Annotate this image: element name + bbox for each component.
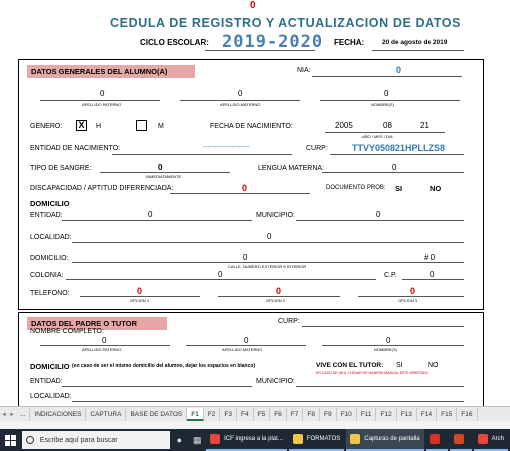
- genero-m-label: M: [158, 123, 164, 130]
- telefono-opcion-1-value[interactable]: 0: [137, 286, 143, 296]
- taskbar-app-label: FORMATOS: [306, 436, 341, 442]
- sheet-tab-f8[interactable]: F8: [303, 408, 320, 421]
- sheet-tab-indicaciones[interactable]: INDICACIONES: [30, 408, 86, 421]
- sheet-tab-f12[interactable]: F12: [376, 408, 396, 421]
- status-bar: [0, 421, 510, 429]
- sheet-tab-f13[interactable]: F13: [397, 408, 417, 421]
- sheet-tab-captura[interactable]: CAPTURA: [86, 408, 126, 421]
- tutor-entidad-label: ENTIDAD:: [30, 378, 63, 385]
- discapacidad-value[interactable]: 0: [242, 183, 248, 193]
- nombres-label: NOMBRE(S): [371, 102, 394, 107]
- curp-value[interactable]: TTVY050821HPLLZS8: [352, 143, 446, 153]
- vive-con-tutor-label: VIVE CON EL TUTOR:: [316, 362, 384, 369]
- genero-label: GENERO:: [30, 123, 63, 130]
- microphone-icon[interactable]: ●: [176, 435, 183, 445]
- sheet-tab-f16[interactable]: F16: [457, 408, 477, 421]
- cp-label: C.P.: [384, 272, 397, 279]
- genero-h-label: H: [96, 123, 102, 130]
- lengua-materna-label: LENGUA MATERNA:: [258, 165, 324, 172]
- fecha-nacimiento-sub: AÑO / MES / DIA: [362, 134, 393, 139]
- taskbar-app-2[interactable]: [346, 429, 423, 451]
- windows-start-icon[interactable]: [0, 429, 22, 451]
- domicilio-localidad-label: LOCALIDAD:: [30, 234, 72, 241]
- sheet-tab-f2[interactable]: F2: [204, 408, 221, 421]
- domicilio-numero-value[interactable]: # 0: [424, 253, 436, 262]
- sheet-tab-f5[interactable]: F5: [254, 408, 271, 421]
- telefono-opcion-2-label: OPCION 2: [266, 298, 286, 303]
- sheet-tab-f15[interactable]: F15: [437, 408, 457, 421]
- documento-prob-label: DOCUMENTO PROB:: [326, 185, 386, 191]
- apellido-paterno-value[interactable]: 0: [100, 89, 105, 98]
- search-placeholder: Escribe aquí para buscar: [39, 436, 118, 444]
- fecha-nacimiento-label: FECHA DE NACIMIENTO:: [210, 123, 293, 130]
- sheet-tab-f14[interactable]: F14: [417, 408, 437, 421]
- cp-value[interactable]: 0: [430, 270, 435, 279]
- tutor-apellido-paterno-label: APELLIDO PATERNO: [82, 347, 122, 352]
- tipo-sangre-value[interactable]: 0: [158, 163, 163, 172]
- taskbar-app-label: ICF ingresa a la plat...: [224, 436, 283, 442]
- nia-value[interactable]: 0: [396, 65, 402, 75]
- telefono-opcion-3-value[interactable]: 0: [410, 286, 416, 296]
- sheet-tab-f1[interactable]: F1: [187, 408, 204, 421]
- nombres-value[interactable]: 0: [384, 89, 389, 98]
- domicilio-municipio-label: MUNICIPIO:: [256, 212, 295, 219]
- tutor-nombre-label: NOMBRE COMPLETO:: [30, 328, 104, 335]
- fecha-label: FECHA:: [334, 38, 365, 47]
- sheet-tab-f11[interactable]: F11: [357, 408, 377, 421]
- sheet-tab-base-de-datos[interactable]: BASE DE DATOS: [126, 408, 187, 421]
- nia-label: NIA:: [297, 67, 311, 74]
- sheet-tab-f3[interactable]: F3: [220, 408, 237, 421]
- tutor-apellido-materno-label: APELLIDO MATERNO: [222, 347, 263, 352]
- sheet-tab-f9[interactable]: F9: [320, 408, 337, 421]
- fecha-value[interactable]: 20 de agosto de 2019: [382, 39, 448, 46]
- app-icon: [210, 434, 220, 444]
- curp-label: CURP:: [306, 145, 328, 152]
- sheet-tab-f7[interactable]: F7: [287, 408, 304, 421]
- telefono-label: TELEFONO:: [30, 290, 70, 297]
- documento-prob-no[interactable]: NO: [430, 184, 442, 193]
- tipo-sangre-sub: INMEDIATAMENTE: [146, 174, 182, 179]
- taskbar-app-5[interactable]: [474, 429, 508, 451]
- sheet-tab-bar: [0, 406, 510, 421]
- domicilio-entidad-label: ENTIDAD:: [30, 212, 63, 219]
- discapacidad-label: DISCAPACIDAD / APTITUD DIFERENCIADA:: [30, 185, 174, 192]
- documento-prob-si[interactable]: SI: [395, 184, 403, 193]
- page-title: CEDULA DE REGISTRO Y ACTUALIZACION DE DATOS: [110, 16, 462, 30]
- tutor-domicilio-note: (en caso de ser el mismo domicilio del alumno, dejar los espacios en blanco): [72, 363, 256, 369]
- taskbar-app-3[interactable]: [426, 429, 448, 451]
- apellido-materno-value[interactable]: 0: [238, 89, 243, 98]
- tutor-apellido-materno-value[interactable]: 0: [244, 336, 249, 345]
- vive-con-tutor-note: EN CASO DE (NO), LLENAR DE MANERA MANUAL ESTE APARTADO: [316, 371, 429, 375]
- domicilio-entidad-value[interactable]: 0: [148, 210, 153, 219]
- domicilio-title: DOMICILIO: [30, 199, 70, 208]
- sheet-tab-f6[interactable]: F6: [270, 408, 287, 421]
- app-icon: [350, 434, 360, 444]
- taskbar: [0, 429, 510, 451]
- fecha-nacimiento-day[interactable]: 21: [420, 121, 429, 130]
- taskbar-app-1[interactable]: [289, 429, 344, 451]
- tutor-nombres-label: NOMBRE(S): [374, 347, 397, 352]
- ciclo-value[interactable]: 2019-2020: [222, 32, 324, 52]
- task-view-icon[interactable]: ▦: [192, 434, 202, 445]
- search-icon: [26, 436, 34, 444]
- domicilio-municipio-value[interactable]: 0: [376, 210, 381, 219]
- tab-scroll-right[interactable]: ▸: [10, 411, 14, 418]
- app-icon: [430, 434, 440, 444]
- top-zero: 0: [250, 0, 256, 11]
- app-icon: [293, 434, 303, 444]
- taskbar-app-0[interactable]: [206, 429, 287, 451]
- app-icon: [454, 434, 464, 444]
- domicilio-calle-label: DOMICILIO:: [30, 255, 69, 262]
- colonia-label: COLONIA:: [30, 272, 64, 279]
- telefono-opcion-2-value[interactable]: 0: [276, 286, 282, 296]
- tipo-sangre-label: TIPO DE SANGRE:: [30, 165, 92, 172]
- ciclo-label: CICLO ESCOLAR:: [140, 38, 209, 47]
- apellido-materno-label: APELLIDO MATERNO: [220, 102, 261, 107]
- tutor-localidad-label: LOCALIDAD:: [30, 393, 72, 400]
- tutor-curp-label: CURP:: [278, 318, 300, 325]
- telefono-opcion-3-label: OPCION 3: [398, 298, 418, 303]
- tutor-section-title: DATOS DEL PADRE O TUTOR: [27, 317, 167, 330]
- app-icon: [478, 434, 488, 444]
- taskbar-app-4[interactable]: [450, 429, 472, 451]
- fecha-nacimiento-year[interactable]: 2005: [335, 121, 353, 130]
- telefono-opcion-1-label: OPCION 1: [130, 298, 150, 303]
- vive-con-tutor-no[interactable]: NO: [428, 362, 439, 369]
- tutor-nombres-value[interactable]: 0: [386, 336, 391, 345]
- domicilio-localidad-value[interactable]: 0: [267, 232, 272, 241]
- tab-scroll-left[interactable]: ◂: [2, 411, 6, 418]
- taskbar-app-label: Arch: [491, 436, 504, 442]
- genero-h-checkbox[interactable]: X: [76, 120, 87, 131]
- sheet-tab-f10[interactable]: F10: [337, 408, 357, 421]
- alumno-section-title: DATOS GENERALES DEL ALUMNO(A): [27, 65, 195, 78]
- lengua-materna-value[interactable]: 0: [392, 163, 397, 172]
- fecha-nacimiento-month[interactable]: 08: [383, 121, 392, 130]
- taskbar-app-label: Capturas de pantalla: [364, 436, 420, 442]
- sheet-tab-f4[interactable]: F4: [237, 408, 254, 421]
- genero-m-checkbox[interactable]: [136, 120, 147, 131]
- tab-ellipsis[interactable]: ...: [16, 408, 30, 421]
- taskbar-search-input[interactable]: [22, 431, 171, 449]
- tutor-domicilio-label: DOMICILIO: [30, 362, 70, 371]
- colonia-value[interactable]: 0: [218, 270, 223, 279]
- tutor-apellido-paterno-value[interactable]: 0: [102, 336, 107, 345]
- apellido-paterno-label: APELLIDO PATERNO: [82, 102, 122, 107]
- vive-con-tutor-si[interactable]: SI: [396, 362, 403, 369]
- entidad-nacimiento-value[interactable]: --------------------: [203, 144, 250, 151]
- tutor-municipio-label: MUNICIPIO:: [256, 378, 295, 385]
- entidad-nacimiento-label: ENTIDAD DE NACIMIENTO:: [30, 145, 121, 152]
- domicilio-calle-sub: CALLE, NUMERO EXTERIOR E INTERIOR: [228, 264, 307, 269]
- domicilio-calle-value[interactable]: 0: [243, 253, 248, 262]
